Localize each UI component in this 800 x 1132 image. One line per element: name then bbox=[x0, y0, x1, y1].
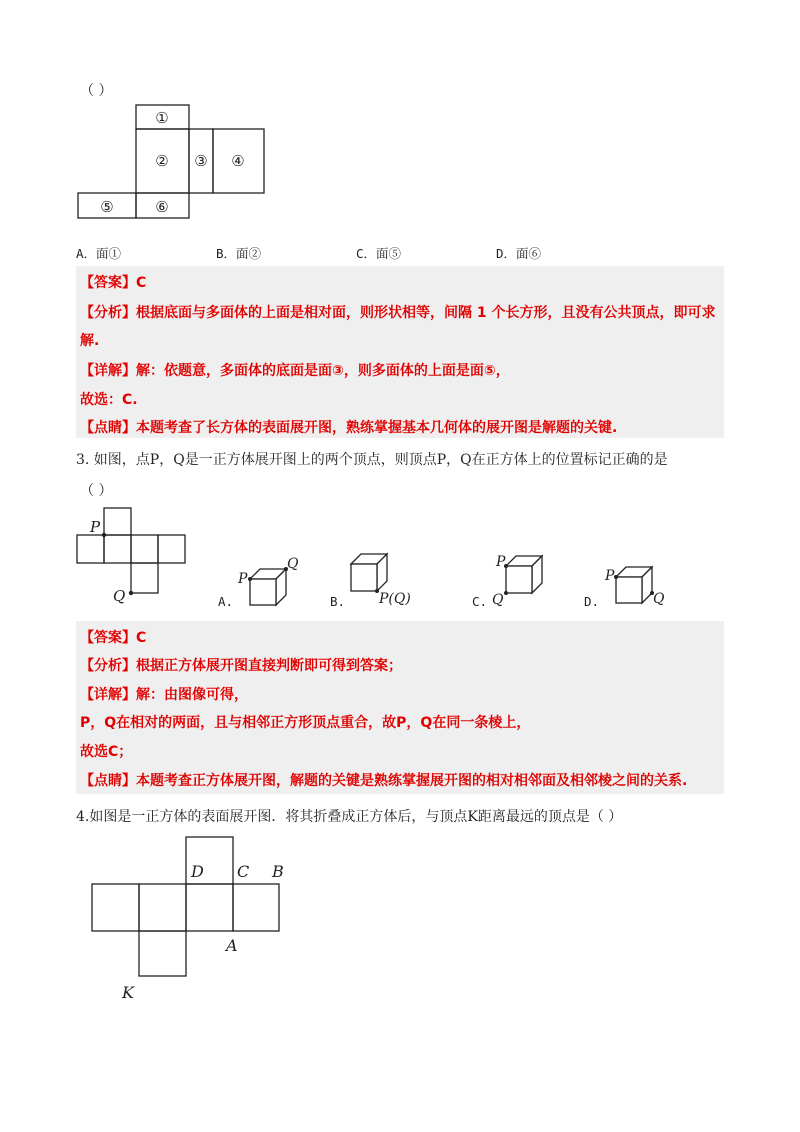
label-p: P bbox=[90, 518, 101, 536]
q2-answer: 【答案】C bbox=[80, 275, 147, 291]
q2-answer-blank: （ ） bbox=[80, 83, 113, 99]
q2-option-b: B．面② bbox=[216, 246, 262, 261]
svg-text:Q: Q bbox=[287, 556, 299, 572]
q3-comment: 【点睛】本题考查正方体展开图，解题的关键是熟练掌握展开图的相对相邻面及相邻棱之间的关系. bbox=[80, 773, 688, 789]
label-a: A bbox=[226, 936, 238, 955]
q3-answer: 【答案】C bbox=[80, 630, 147, 646]
svg-text:Q: Q bbox=[653, 591, 665, 607]
q3-option-d-label: D. bbox=[584, 594, 600, 609]
point-q-dot bbox=[129, 591, 133, 595]
face-3-label: ③ bbox=[194, 152, 208, 170]
face-1-label: ① bbox=[155, 109, 169, 127]
q3-detail: 【详解】解：由图像可得， bbox=[80, 687, 248, 703]
svg-text:P: P bbox=[496, 554, 506, 570]
label-q: Q bbox=[113, 587, 126, 605]
q2-option-c: C．面⑤ bbox=[356, 246, 402, 261]
q2-option-a: A．面① bbox=[76, 246, 122, 261]
q2-analysis-line1: 【分析】根据底面与多面体的上面是相对面，则形状相等，间隔 1 个长方形，且没有公共顶点，即可求 bbox=[80, 305, 716, 321]
label-d: D bbox=[191, 862, 204, 881]
face-5-label: ⑤ bbox=[100, 198, 114, 216]
q4-net-figure bbox=[80, 825, 310, 1010]
face-2-label: ② bbox=[155, 152, 169, 170]
q3-stem: 3. 如图，点P，Q是一正方体展开图上的两个顶点，则顶点P，Q在正方体上的位置标记正确的是 bbox=[76, 452, 668, 468]
label-c: C bbox=[237, 862, 250, 881]
q3-choice: 故选C； bbox=[80, 744, 133, 760]
q2-net-figure bbox=[70, 100, 280, 225]
q3-solution-box bbox=[76, 621, 724, 794]
q3-option-b-label: B. bbox=[330, 594, 346, 609]
q2-detail: 【详解】解：依题意，多面体的底面是面③，则多面体的上面是面⑤， bbox=[80, 363, 510, 379]
q2-solution-box bbox=[76, 266, 724, 438]
label-k: K bbox=[122, 983, 134, 1002]
q3-option-d-cube bbox=[600, 555, 675, 610]
face-6-label: ⑥ bbox=[155, 198, 169, 216]
q3-option-c-cube bbox=[486, 550, 556, 608]
q3-analysis: 【分析】根据正方体展开图直接判断即可得到答案； bbox=[80, 658, 402, 674]
q2-choice: 故选：C. bbox=[80, 392, 138, 408]
svg-text:P: P bbox=[238, 571, 248, 587]
q3-option-b-cube bbox=[343, 548, 423, 608]
q3-answer-blank: （ ） bbox=[80, 483, 113, 499]
q2-comment: 【点睛】本题考查了长方体的表面展开图，熟练掌握基本几何体的展开图是解题的关键. bbox=[80, 420, 618, 436]
point-p-dot bbox=[102, 533, 106, 537]
svg-text:P(Q): P(Q) bbox=[379, 591, 411, 607]
q3-detail2: P，Q在相对的两面，且与相邻正方形顶点重合，故P，Q在同一条棱上， bbox=[80, 715, 531, 731]
q3-option-a-label: A. bbox=[218, 594, 234, 609]
svg-text:P: P bbox=[605, 568, 615, 584]
q2-analysis-line2: 解. bbox=[80, 333, 100, 349]
svg-text:Q: Q bbox=[492, 592, 504, 608]
face-4-label: ④ bbox=[231, 152, 245, 170]
q3-net-figure bbox=[70, 500, 195, 608]
q3-option-a-cube bbox=[236, 555, 306, 610]
q2-option-d: D．面⑥ bbox=[496, 246, 542, 261]
q3-option-c-label: C. bbox=[472, 594, 488, 609]
label-b: B bbox=[272, 862, 284, 881]
q4-stem: 4.如图是一正方体的表面展开图．将其折叠成正方体后，与顶点K距离最远的顶点是（ ） bbox=[76, 809, 623, 825]
